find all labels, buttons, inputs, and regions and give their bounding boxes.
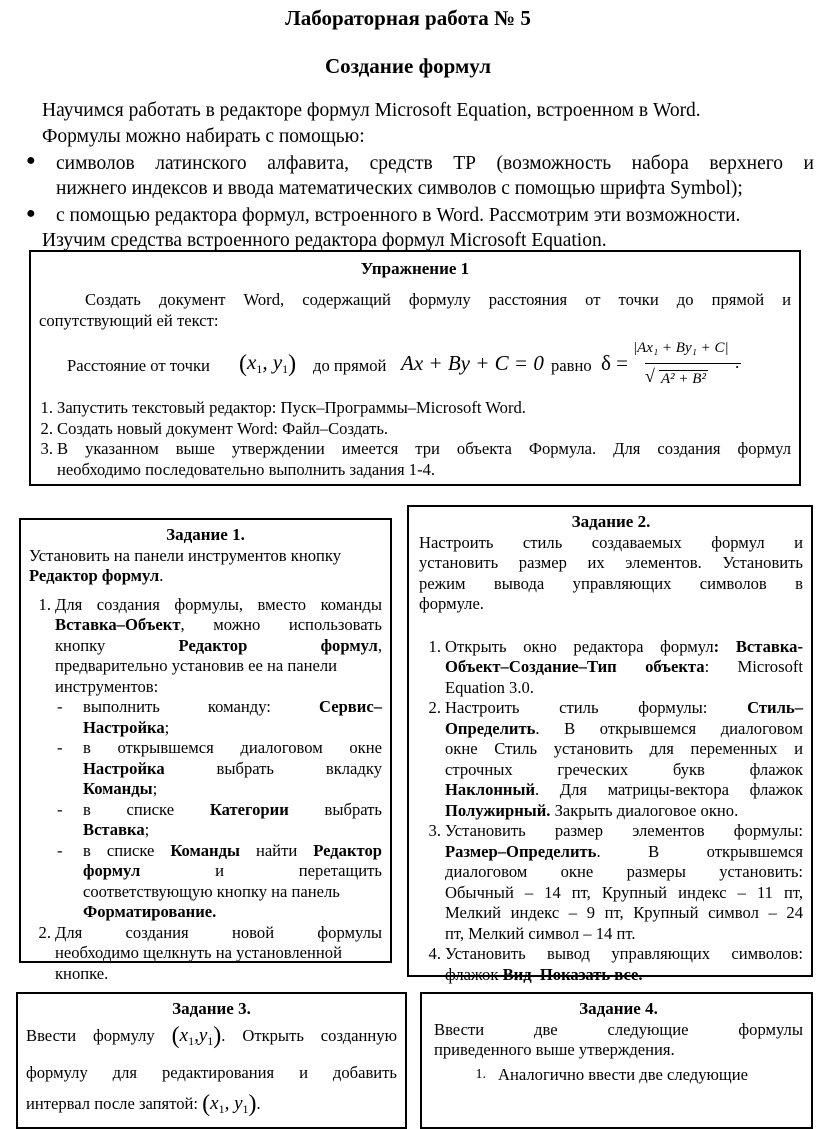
task3-text: Ввести формулу $(x_1,y_1)$. Открыть созданную формулу для редактирования и добавить интервал после запятой: ($x_1$, $y_1$). (26, 1022, 397, 1117)
task4-line2: приведенного выше утверждения. (434, 1040, 675, 1059)
sqrt-icon: √ (645, 366, 655, 386)
step-1: 1. Запустить текстовый редактор: Пуск–Программы–Microsoft Word. (40, 398, 526, 417)
task2-title: Задание 2. (571, 512, 651, 531)
exercise1-para-line1: Создать документ Word, содержащий формулу расстояния от точки до прямой и (85, 290, 791, 309)
task1-box (19, 518, 392, 983)
formula-text2: до прямой (313, 356, 387, 375)
task1-sub1: - выполнить команду: Сервис– Настройка; (57, 697, 382, 737)
task4-item1: 1. Аналогично ввести две следующие (475, 1064, 748, 1084)
line-equation: Ax + By + C = 0 (401, 351, 544, 375)
task4-title: Задание 4. (579, 999, 658, 1018)
formula-numerator: |Ax₁ + By₁ + C| (633, 340, 729, 356)
formula-period: . (735, 353, 740, 372)
fraction-bar (645, 363, 741, 364)
step-2: 2. Создать новый документ Word: Файл–Создать. (40, 418, 389, 438)
delta-symbol: δ = (601, 351, 628, 375)
task2-box (407, 505, 813, 984)
step-3: 3. В указанном выше утверждении имеется три объекта Формула. Для создания формул необходимо последовательно выполнить задания 1-4. (40, 439, 791, 479)
task4-box (420, 992, 813, 1129)
formula-text3: равно (551, 356, 592, 375)
intro-line3: Изучим средства встроенного редактора формул Microsoft Equation. (42, 230, 607, 251)
exercise1-box (29, 250, 801, 486)
task1-intro: Установить на панели инструментов кнопку Редактор формул. (29, 545, 342, 585)
exercise1-title: Упражнение 1 (360, 259, 470, 278)
task2-intro: Настроить стиль создаваемых формул и установить размер их элементов. Установить режим вывода управляющих символов в формуле. (419, 532, 803, 613)
formula-denominator: A² + B² (661, 371, 706, 387)
lab-title: Лабораторная работа № 5 (285, 6, 531, 30)
task2-item2: 2. Настроить стиль формулы: Стиль– Определить. В открывшемся диалоговом окне Стиль установить для переменных и строчных греческих букв флажок Наклонный. Для матрицы-вектора флажок Полужирный. Закрыть диалоговое окно. (428, 698, 803, 820)
bullet2: с помощью редактора формул, встроенного в Word. Рассмотрим эти возможности. (56, 205, 741, 226)
task1-sub3: - в списке Категории выбрать Вставка; (57, 799, 382, 839)
exercise1-para-line2: сопутствующий ей текст: (39, 311, 219, 330)
task1-sub4: - в списке Команды найти Редактор формул и перетащить соответствующую кнопку на панель Форматирование. (57, 840, 382, 921)
bullet-icon: ● (26, 152, 36, 169)
bullet1-line1: символов латинского алфавита, средств ТР (возможность набора верхнего и (56, 153, 814, 174)
intro-line2: Формулы можно набирать с помощью: (42, 126, 365, 147)
bullet-icon: ● (26, 205, 36, 222)
task4-line1: Ввести две следующие формулы (434, 1019, 803, 1039)
task2-item4: 4. Установить вывод управляющих символов: флажок Вид–Показать все. (428, 944, 803, 984)
point-formula: ($x_1$, $y_1$) (239, 350, 297, 377)
task1-item2: 2. Для создания новой формулы необходимо щелкнуть на установленной кнопке. (38, 922, 382, 983)
task2-item3: 3. Установить размер элементов формулы: Размер–Определить. В открывшемся диалоговом окне размеры установить: Обычный – 14 пт, Крупный индекс – 11 пт, Мелкий индекс – 9 пт, Крупный символ – 24 пт, Мелкий символ – 14 пт. (428, 821, 803, 943)
formula-text1: Расстояние от точки (67, 356, 210, 375)
bullet1-line2: нижнего индексов и ввода математических символов с помощью шрифта Symbol); (56, 178, 743, 199)
task1-item1: 1. Для создания формулы, вместо команды Вставка–Объект, можно использовать кнопку Редактор формул, предварительно установив ее на панели инструментов: (38, 594, 382, 696)
task3-box (16, 992, 407, 1129)
exercise1-steps (31, 398, 791, 480)
task3-title: Задание 3. (172, 999, 251, 1018)
intro-line1: Научимся работать в редакторе формул Microsoft Equation, встроенном в Word. (42, 100, 701, 121)
task1-sub2: - в открывшемся диалоговом окне Настройка выбрать вкладку Команды; (57, 738, 382, 798)
task1-title: Задание 1. (166, 525, 245, 544)
task2-item1: 1. Открыть окно редактора формул: Вставка- Объект–Создание–Тип объекта: Microsoft Equation 3.0. (428, 636, 803, 697)
subtitle: Создание формул (324, 54, 492, 78)
